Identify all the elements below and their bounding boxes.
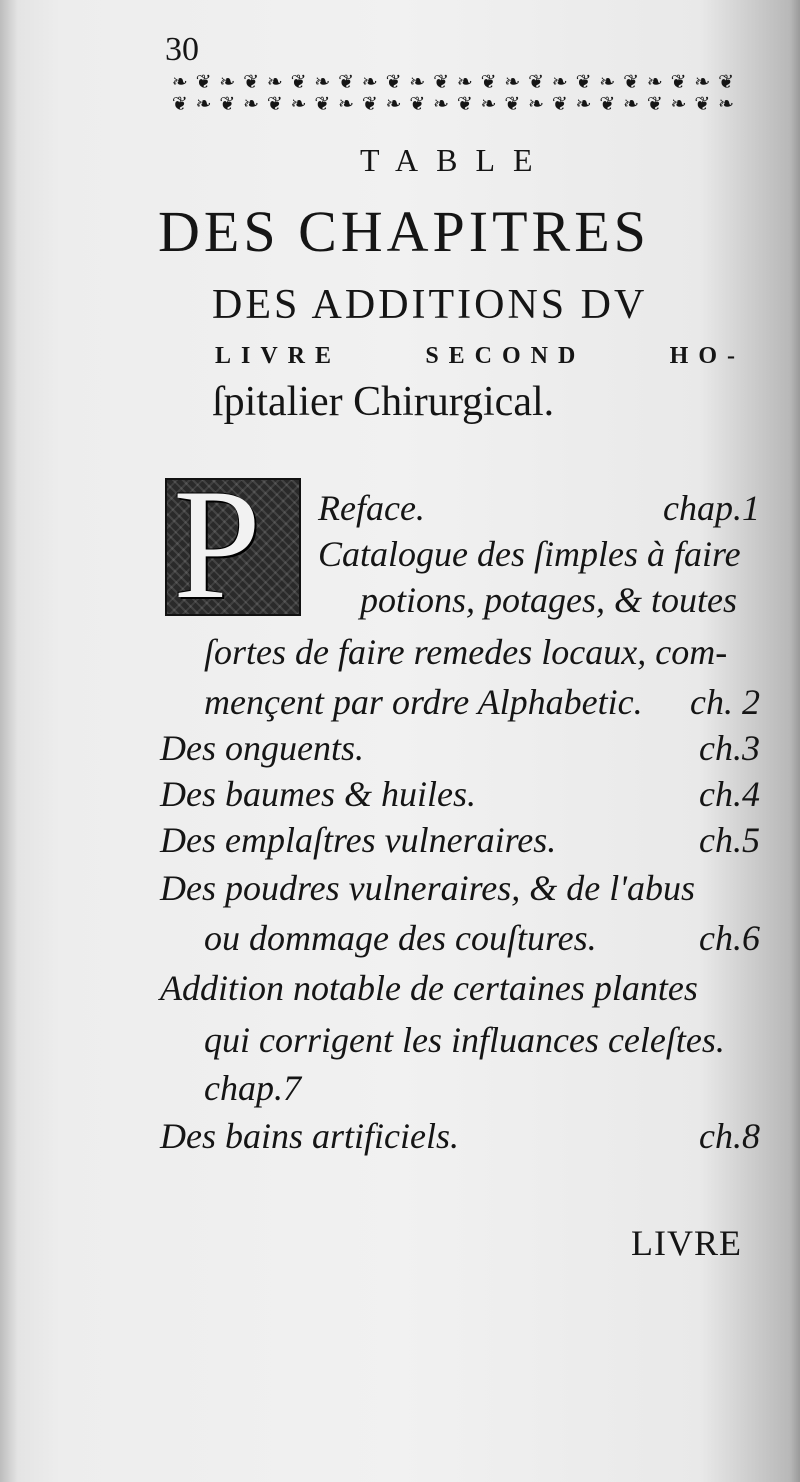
title-des-additions: DES ADDITIONS DV [212, 282, 648, 328]
title-table: TABLE [360, 142, 551, 178]
ornament-glyph: ❧ [290, 94, 307, 114]
title-livre-second [215, 341, 745, 371]
ornament-glyph: ❧ [385, 94, 402, 114]
toc-entry-addition: Addition notable de certaines plantes [160, 968, 698, 1008]
toc-entry-catalogue-cont-1: potions, potages, & toutes [360, 580, 737, 620]
title-word-ho: HO- [669, 343, 745, 369]
ornament-glyph: ❦ [314, 94, 331, 114]
ornament-glyph: ❧ [338, 94, 355, 114]
toc-entry-catalogue: Catalogue des ſimples à faire [318, 534, 741, 574]
toc-entry-catalogue-cont-2: ſortes de faire remedes locaux, com- [204, 632, 728, 672]
toc-entry-poudres-cont: ou dommage des couſtures. [204, 918, 597, 958]
toc-chapter-4: ch.4 [699, 774, 760, 814]
ornament-glyph: ❦ [575, 72, 592, 92]
ornament-glyph: ❦ [195, 72, 212, 92]
page-number: 30 [165, 31, 199, 68]
ornament-glyph: ❦ [551, 94, 568, 114]
ornament-glyph: ❧ [266, 72, 283, 92]
title-spitalier: ſpitalier Chirurgical. [212, 379, 555, 425]
ornament-glyph: ❧ [409, 72, 426, 92]
ornament-glyph: ❦ [171, 94, 188, 114]
ornament-glyph: ❧ [646, 72, 663, 92]
toc-entry-poudres: Des poudres vulneraires, & de l'abus [160, 868, 695, 908]
ornament-glyph: ❧ [456, 72, 473, 92]
ornament-glyph: ❧ [504, 72, 521, 92]
initial-letter: P [173, 457, 261, 632]
ornament-glyph: ❦ [694, 94, 711, 114]
ornament-glyph: ❧ [243, 94, 260, 114]
toc-chapter-7: chap.7 [204, 1068, 301, 1108]
ornament-glyph: ❧ [314, 72, 331, 92]
title-word-livre: LIVRE [215, 343, 342, 369]
toc-chapter-6: ch.6 [699, 918, 760, 958]
ornament-glyph: ❧ [171, 72, 188, 92]
ornament-glyph: ❦ [243, 72, 260, 92]
ornament-glyph: ❦ [361, 94, 378, 114]
title-des-chapitres: DES CHAPITRES [158, 199, 650, 264]
catchword: LIVRE [631, 1223, 742, 1263]
ornament-row-bottom [168, 94, 738, 114]
ornament-glyph: ❧ [480, 94, 497, 114]
ornament-glyph: ❧ [528, 94, 545, 114]
ornament-glyph: ❦ [219, 94, 236, 114]
ornament-glyph: ❧ [718, 94, 735, 114]
ornament-glyph: ❦ [480, 72, 497, 92]
ornament-row-top [168, 72, 738, 92]
ornament-glyph: ❦ [385, 72, 402, 92]
ornament-glyph: ❦ [433, 72, 450, 92]
ornament-glyph: ❦ [528, 72, 545, 92]
toc-chapter-8: ch.8 [699, 1116, 760, 1156]
ornament-glyph: ❧ [433, 94, 450, 114]
ornament-glyph: ❦ [670, 72, 687, 92]
ornament-glyph: ❦ [266, 94, 283, 114]
toc-entry-catalogue-cont-3: mençent par ordre Alphabetic. [204, 682, 643, 722]
ornament-glyph: ❧ [623, 94, 640, 114]
ornament-glyph: ❦ [409, 94, 426, 114]
ornament-glyph: ❦ [456, 94, 473, 114]
ornament-glyph: ❦ [646, 94, 663, 114]
ornament-glyph: ❧ [551, 72, 568, 92]
decorated-initial [165, 457, 301, 632]
ornament-glyph: ❧ [694, 72, 711, 92]
ornament-glyph: ❦ [338, 72, 355, 92]
toc-entry-bains: Des bains artificiels. [160, 1116, 459, 1156]
ornament-glyph: ❦ [504, 94, 521, 114]
toc-chapter-3: ch.3 [699, 728, 760, 768]
toc-chapter-2: ch. 2 [690, 682, 760, 722]
ornament-glyph: ❧ [361, 72, 378, 92]
toc-entry-addition-cont: qui corrigent les influances celeſtes. [204, 1020, 725, 1060]
toc-entry-emplastres: Des emplaſtres vulneraires. [160, 820, 557, 860]
ornament-glyph: ❦ [599, 94, 616, 114]
ornamental-header-band [168, 72, 738, 114]
ornament-glyph: ❧ [670, 94, 687, 114]
ornament-glyph: ❦ [623, 72, 640, 92]
ornament-glyph: ❦ [718, 72, 735, 92]
ornament-glyph: ❧ [575, 94, 592, 114]
toc-entry-preface: Reface. [318, 488, 425, 528]
toc-chapter-1: chap.1 [663, 488, 760, 528]
ornament-glyph: ❧ [219, 72, 236, 92]
toc-chapter-5: ch.5 [699, 820, 760, 860]
toc-entry-onguents: Des onguents. [160, 728, 364, 768]
ornament-glyph: ❦ [290, 72, 307, 92]
ornament-glyph: ❧ [195, 94, 212, 114]
ornament-glyph: ❧ [599, 72, 616, 92]
toc-entry-baumes: Des baumes & huiles. [160, 774, 476, 814]
title-word-second: SECOND [425, 343, 586, 369]
